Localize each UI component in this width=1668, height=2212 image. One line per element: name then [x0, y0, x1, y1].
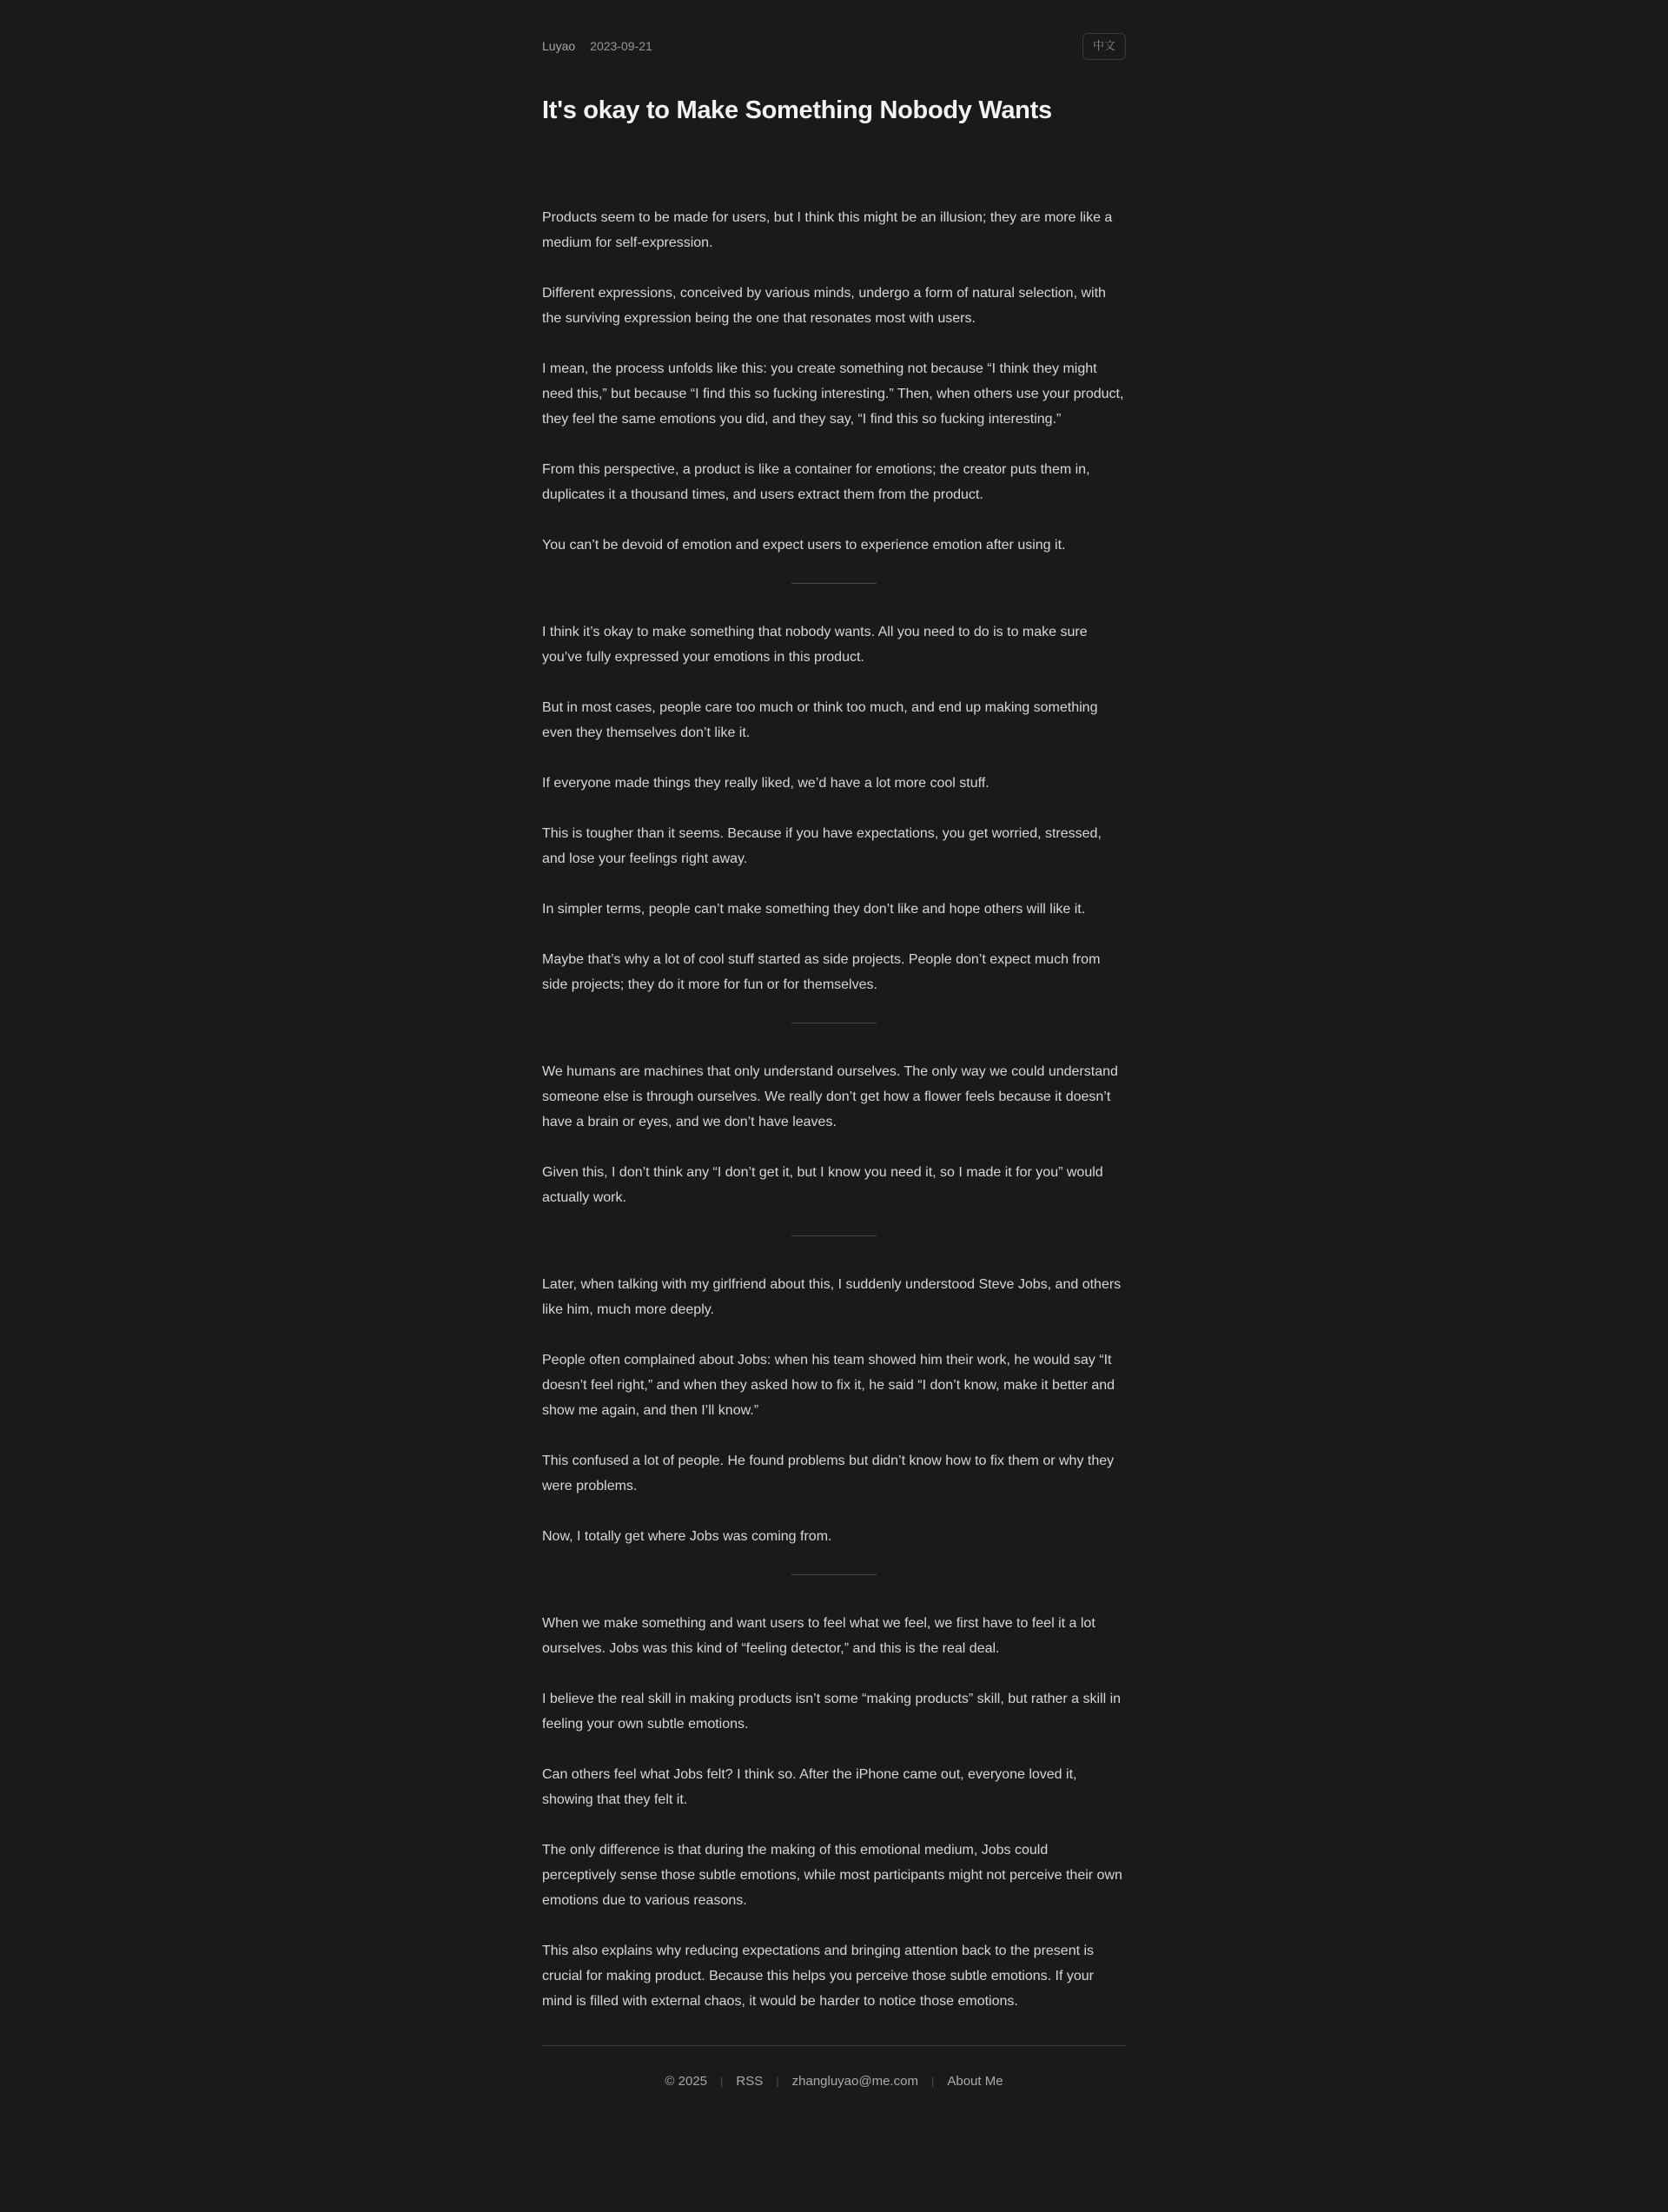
paragraph: I believe the real skill in making products isn’t some “making products” skill, but rather a skill in feeling your own subtle emotions.	[542, 1691, 1122, 1732]
section-divider	[791, 1235, 877, 1236]
post-title: It's okay to Make Something Nobody Wants	[542, 96, 1052, 124]
rss-link[interactable]: RSS	[736, 2073, 764, 2089]
article-body	[542, 205, 1126, 2014]
paragraph: Maybe that’s why a lot of cool stuff started as side projects. People don’t expect much from side projects; they do it more for fun or for themselves.	[542, 951, 1101, 992]
paragraph: I mean, the process unfolds like this: you create something not because “I think they might need this,” but because “I find this so fucking interesting.” Then, when others use your product, they feel the same emotions you did, and they say, “I find this so fucking interesting.”	[542, 361, 1124, 427]
paragraph: People often complained about Jobs: when his team showed him their work, he would say “It doesn’t feel right,” and when they asked how to fix it, he said “I don’t know, make it better and show me again, and then I’ll know.”	[542, 1352, 1115, 1418]
paragraph: This also explains why reducing expectations and bringing attention back to the present is crucial for making product. Because this helps you perceive those subtle emotions. If your mind is filled with external chaos, it would be harder to notice those emotions.	[542, 1943, 1095, 2009]
footer-separator: |	[930, 2074, 935, 2088]
post-date: 2023-09-21	[590, 39, 652, 54]
paragraph: If everyone made things they really liked, we’d have a lot more cool stuff.	[542, 775, 990, 791]
footer-separator: |	[776, 2074, 779, 2088]
paragraph: But in most cases, people care too much or think too much, and end up making something even they themselves don’t like it.	[542, 699, 1098, 740]
about-link[interactable]: About Me	[947, 2073, 1003, 2089]
section-divider	[791, 583, 877, 584]
page-container	[542, 0, 1126, 2125]
copyright-text: © 2025	[665, 2073, 708, 2089]
paragraph: You can’t be devoid of emotion and expect users to experience emotion after using it.	[542, 537, 1066, 553]
paragraph: From this perspective, a product is like a container for emotions; the creator puts them in, duplicates it a thousand times, and users extract them from the product.	[542, 461, 1090, 502]
footer-divider	[542, 2045, 1126, 2046]
section-divider	[791, 1574, 877, 1575]
email-link[interactable]: zhangluyao@me.com	[791, 2073, 918, 2089]
paragraph: In simpler terms, people can’t make something they don’t like and hope others will like it.	[542, 901, 1086, 917]
paragraph: This is tougher than it seems. Because if you have expectations, you get worried, stressed, and lose your feelings right away.	[542, 825, 1102, 866]
post-meta	[542, 33, 1126, 60]
paragraph: Later, when talking with my girlfriend about this, I suddenly understood Steve Jobs, and others like him, much more deeply.	[542, 1276, 1122, 1317]
paragraph: Given this, I don’t think any “I don’t get it, but I know you need it, so I made it for you” would actually work.	[542, 1164, 1103, 1205]
footer	[542, 2045, 1126, 2125]
paragraph: The only difference is that during the making of this emotional medium, Jobs could perceptively sense those subtle emotions, while most participants might not perceive their own emotions due to various reasons.	[542, 1842, 1122, 1908]
language-toggle-button[interactable]: 中文	[1082, 33, 1126, 60]
author-link[interactable]: Luyao	[542, 39, 576, 54]
post-meta-left	[542, 39, 652, 53]
footer-separator: |	[720, 2074, 724, 2088]
paragraph: We humans are machines that only understand ourselves. The only way we could understand someone else is through ourselves. We really don’t get how a flower feels because it doesn’t have a brain or eyes, and we don’t have leaves.	[542, 1063, 1118, 1129]
paragraph: Can others feel what Jobs felt? I think so. After the iPhone came out, everyone loved it, showing that they felt it.	[542, 1766, 1077, 1807]
footer-row	[542, 2074, 1126, 2125]
paragraph: Products seem to be made for users, but I think this might be an illusion; they are more like a medium for self-expression.	[542, 209, 1113, 250]
paragraph: I think it’s okay to make something that nobody wants. All you need to do is to make sure you’ve fully expressed your emotions in this product.	[542, 624, 1088, 665]
paragraph: Now, I totally get where Jobs was coming from.	[542, 1528, 832, 1544]
paragraph: When we make something and want users to feel what we feel, we first have to feel it a lot ourselves. Jobs was this kind of “feeling detector,” and this is the real deal.	[542, 1615, 1095, 1656]
paragraph: This confused a lot of people. He found problems but didn’t know how to fix them or why they were problems.	[542, 1453, 1115, 1493]
paragraph: Different expressions, conceived by various minds, undergo a form of natural selection, with the surviving expression being the one that resonates most with users.	[542, 285, 1106, 326]
